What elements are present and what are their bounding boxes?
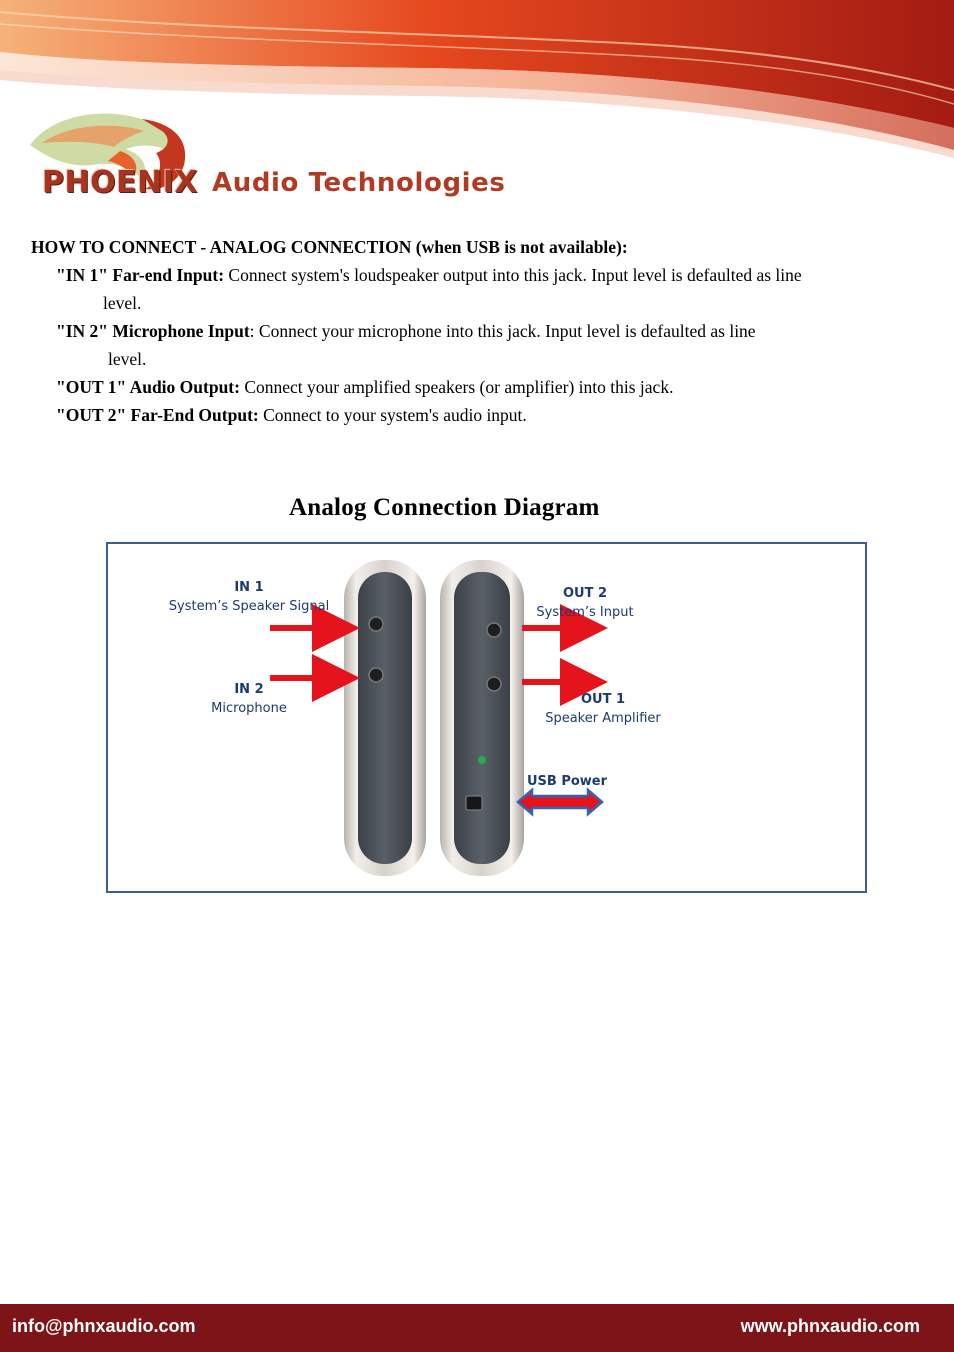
brand-name: PHOENIX xyxy=(42,165,198,200)
instruction-text: Connect to your system's audio input. xyxy=(258,405,527,425)
brand-tagline: Audio Technologies xyxy=(212,168,506,198)
out1-label: OUT 1 Speaker Amplifier xyxy=(545,692,661,726)
usb-port-icon xyxy=(466,796,482,810)
usb-power-label: USB Power xyxy=(526,774,608,789)
power-led-icon xyxy=(478,756,486,764)
footer-website-link[interactable]: www.phnxaudio.com xyxy=(740,1316,920,1336)
instruction-text: : Connect your microphone into this jack. Input level is defaulted as line xyxy=(249,321,756,341)
instruction-continuation: level. xyxy=(108,349,147,369)
instruction-text: Connect your amplified speakers (or amplifier) into this jack. xyxy=(239,377,674,397)
instruction-item-out1 xyxy=(31,373,936,401)
right-device-panel xyxy=(454,572,510,864)
instruction-label: "OUT 2" Far-End Output: xyxy=(56,405,259,425)
diagram-title: Analog Connection Diagram xyxy=(289,494,600,521)
instruction-item-in1 xyxy=(31,261,936,289)
company-logo xyxy=(22,105,582,205)
footer-bar xyxy=(0,1304,954,1352)
instruction-text: Connect system's loudspeaker output into this jack. Input level is defaulted as line xyxy=(224,265,802,285)
usb-power-arrow-icon xyxy=(518,790,602,814)
instruction-label: "OUT 1" Audio Output: xyxy=(56,377,240,397)
instruction-label: "IN 2" Microphone Input xyxy=(56,321,250,341)
in2-jack-icon xyxy=(369,668,383,682)
instruction-label: "IN 1" Far-end Input: xyxy=(56,265,225,285)
in2-label: IN 2 Microphone xyxy=(211,682,287,716)
instruction-item-in2 xyxy=(31,317,936,345)
footer-email-link[interactable]: info@phnxaudio.com xyxy=(12,1316,196,1336)
in1-label: IN 1 System’s Speaker Signal xyxy=(168,580,330,614)
out2-label: OUT 2 System’s Input xyxy=(536,586,634,620)
connection-instructions xyxy=(31,233,936,429)
instructions-heading: HOW TO CONNECT - ANALOG CONNECTION (when USB is not available): xyxy=(31,237,628,257)
out1-jack-icon xyxy=(487,677,501,691)
left-device-panel xyxy=(358,572,412,864)
in1-jack-icon xyxy=(369,617,383,631)
out2-jack-icon xyxy=(487,623,501,637)
analog-connection-diagram xyxy=(106,542,867,893)
instruction-item-out2 xyxy=(31,401,936,429)
instruction-continuation: level. xyxy=(103,293,142,313)
